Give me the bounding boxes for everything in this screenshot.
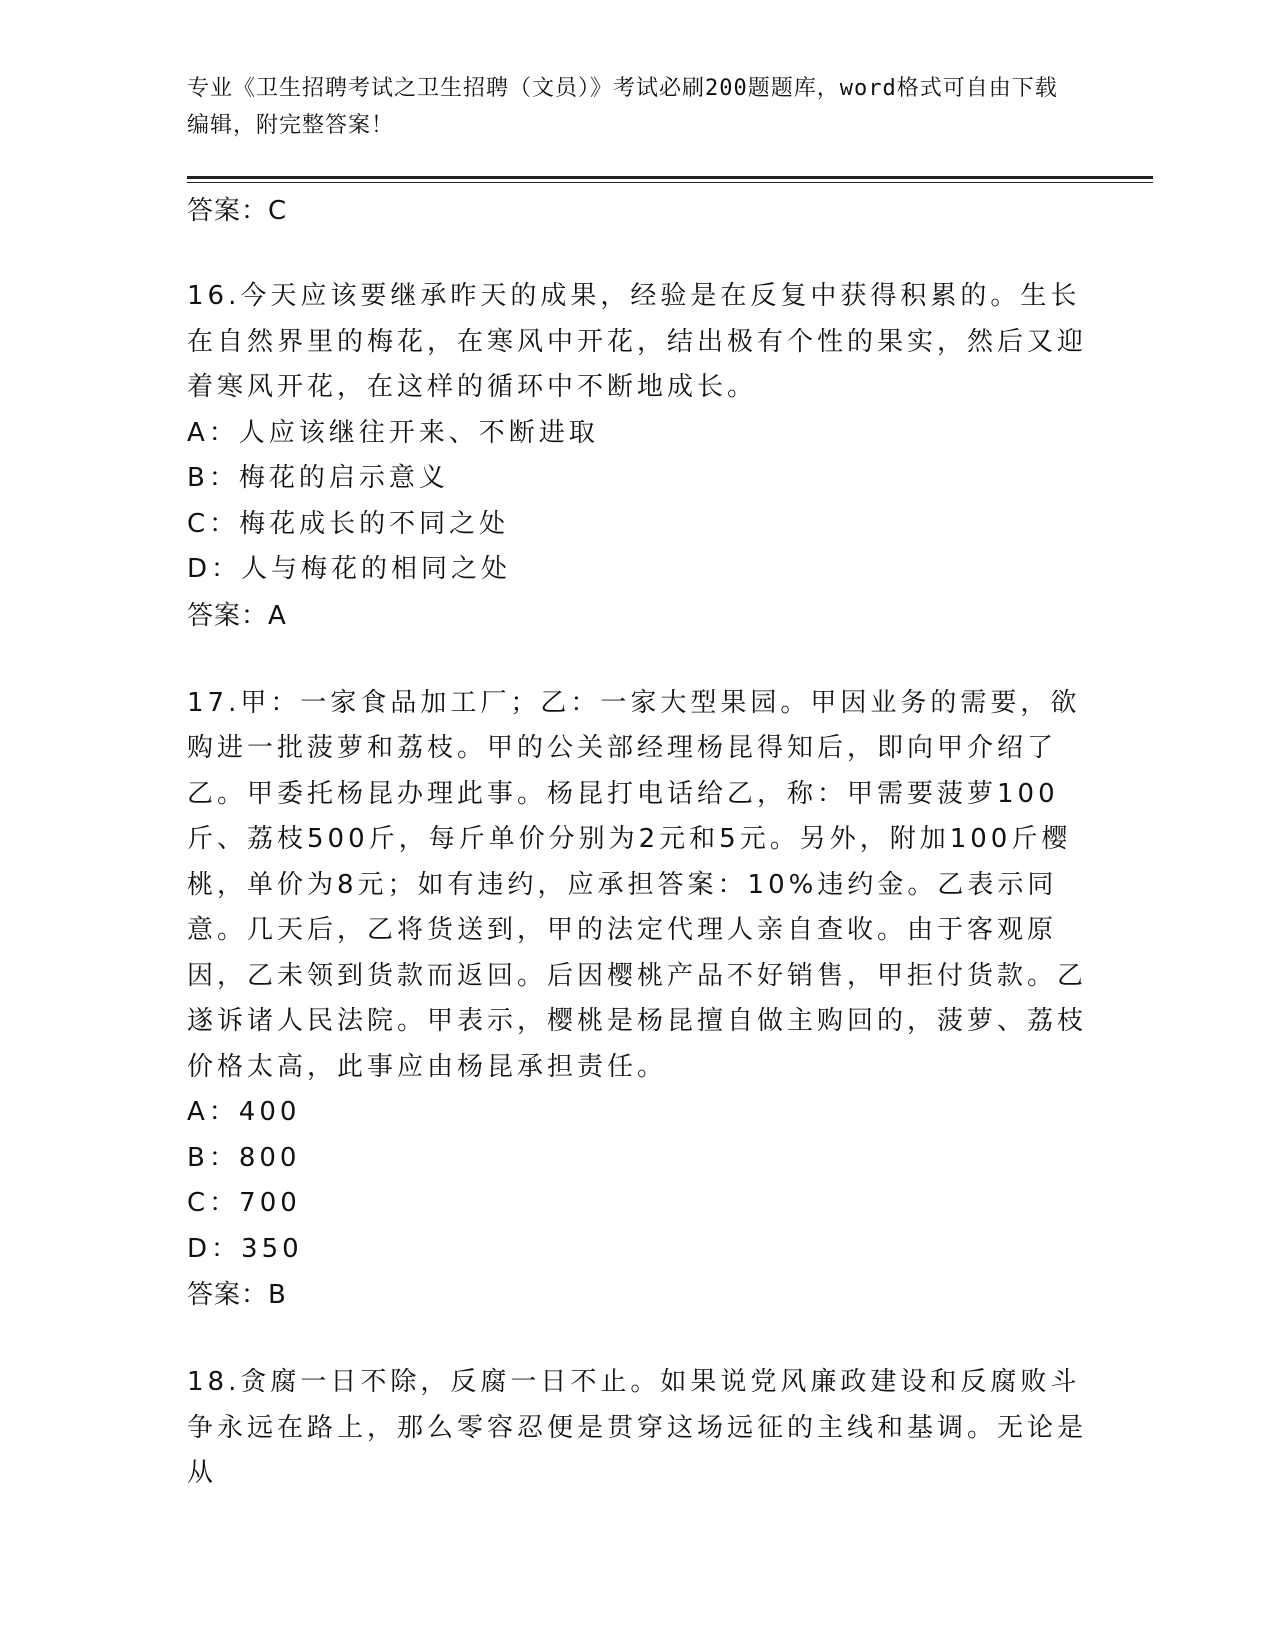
option-a: A：400 [187,1097,301,1127]
answer-line: 答案：B [187,1280,287,1310]
question-block [187,1360,1087,1497]
answer-line: 答案：C [187,196,288,226]
question-stem: 16.今天应该要继承昨天的成果，经验是在反复中获得积累的。生长在自然界里的梅花，在寒风中开花，结出极有个性的果实，然后又迎着寒风开花，在这样的循环中不断地成长。 [187,281,1088,402]
option-d: D：人与梅花的相同之处 [187,554,512,584]
option-c: C：梅花成长的不同之处 [187,508,510,539]
question-stem: 17.甲：一家食品加工厂；乙：一家大型果园。甲因业务的需要，欲购进一批菠萝和荔枝。甲的公关部经理杨昆得知后，即向甲介绍了乙。甲委托杨昆办理此事。杨昆打电话给乙，称：甲需要菠萝100斤、荔枝500斤，每斤单价分别为2元和5元。另外，附加100斤樱桃，单价为8元；如有违约，应承担答案：10%违约金。乙表示同意。几天后，乙将货送到，甲的法定代理人亲自查收。由于客观原因，乙未领到货款而返回。后因樱桃产品不好销售，甲拒付货款。乙遂诉诸人民法院。甲表示，樱桃是杨昆擅自做主购回的，菠萝、荔枝价格太高，此事应由杨昆承担责任。 [187,687,1088,1082]
question-stem: 18.贪腐一日不除，反腐一日不止。如果说党风廉政建设和反腐败斗争永远在路上，那么零容忍便是贯穿这场远征的主线和基调。无论是从 [187,1367,1088,1488]
option-b: B：800 [187,1142,301,1173]
header-rule-thick [187,176,1153,179]
answer-line: 答案：A [187,600,287,631]
document-header: 专业《卫生招聘考试之卫生招聘（文员）》考试必刷200题题库，word格式可自由下载编辑，附完整答案！ [187,76,1058,138]
document-body [187,188,1087,1497]
header-rule-thin [187,182,1153,183]
option-c: C：700 [187,1188,301,1218]
question-block [187,274,1087,639]
option-b: B：梅花的启示意义 [187,463,449,493]
option-a: A：人应该继往开来、不断进取 [187,417,599,448]
question-block [187,681,1087,1319]
option-d: D：350 [187,1233,303,1264]
